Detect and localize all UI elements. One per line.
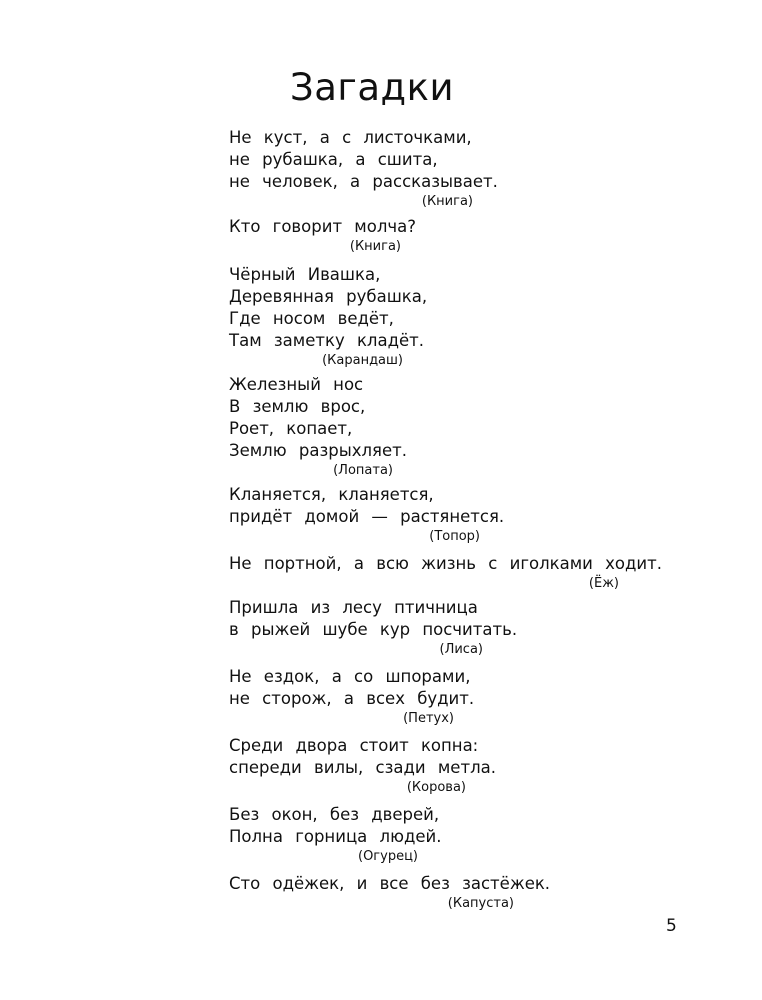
riddle-line: в рыжей шубе кур посчитать. (229, 620, 518, 639)
riddle-cucumber (229, 804, 442, 866)
riddle-answer: (Карандаш) (322, 353, 403, 368)
riddle-line: Деревянная рубашка, (229, 287, 428, 306)
riddle-answer: (Книга) (349, 239, 401, 254)
riddle-line: Не портной, а всю жизнь с иголками ходит. (229, 554, 662, 573)
riddle-line: Кто говорит молча? (229, 217, 417, 236)
riddle-line: Полна горница людей. (229, 827, 442, 846)
riddle-line: Среди двора стоит копна: (229, 736, 479, 755)
riddle-rooster (229, 666, 475, 728)
riddle-answer: (Топор) (429, 529, 480, 544)
page-number: 5 (666, 916, 677, 936)
riddle-answer: (Корова) (406, 780, 466, 795)
riddle-cow (229, 735, 496, 797)
riddle-line: Роет, копает, (229, 419, 353, 438)
riddle-hedgehog (229, 553, 662, 593)
riddle-answer: (Огурец) (358, 849, 418, 864)
riddle-fox (229, 597, 518, 659)
riddle-line: В землю врос, (229, 397, 366, 416)
riddle-line: не человек, а рассказывает. (229, 172, 498, 191)
riddle-line: Пришла из лесу птичница (229, 598, 478, 617)
riddle-line: Землю разрыхляет. (229, 441, 407, 460)
riddle-line: спереди вилы, сзади метла. (229, 758, 496, 777)
riddle-line: Без окон, без дверей, (229, 805, 440, 824)
riddle-pencil (229, 264, 428, 370)
riddle-line: Там заметку кладёт. (229, 331, 424, 350)
riddle-answer: (Капуста) (447, 896, 514, 911)
riddle-answer: (Книга) (421, 194, 473, 209)
riddle-line: Кланяется, кланяется, (229, 485, 434, 504)
riddle-answer: (Петух) (403, 711, 454, 726)
riddle-line: Не ездок, а со шпорами, (229, 667, 471, 686)
riddle-cabbage (229, 873, 551, 913)
riddle-line: Железный нос (229, 375, 364, 394)
riddle-axe (229, 484, 505, 546)
riddle-line: не сторож, а всех будит. (229, 689, 475, 708)
riddle-line: придёт домой — растянется. (229, 507, 505, 526)
riddle-book-2 (229, 216, 417, 256)
riddle-line: Чёрный Ивашка, (229, 265, 381, 284)
riddle-shovel (229, 374, 407, 480)
riddle-line: Не куст, а с листочками, (229, 128, 472, 147)
riddle-answer: (Лопата) (333, 463, 393, 478)
riddle-line: не рубашка, а сшита, (229, 150, 438, 169)
riddle-line: Сто одёжек, и все без застёжек. (229, 874, 551, 893)
page-title: Загадки (290, 66, 454, 109)
riddle-answer: (Ёж) (588, 576, 619, 591)
riddle-answer: (Лиса) (439, 642, 483, 657)
riddle-book-1 (229, 127, 498, 211)
riddle-line: Где носом ведёт, (229, 309, 394, 328)
